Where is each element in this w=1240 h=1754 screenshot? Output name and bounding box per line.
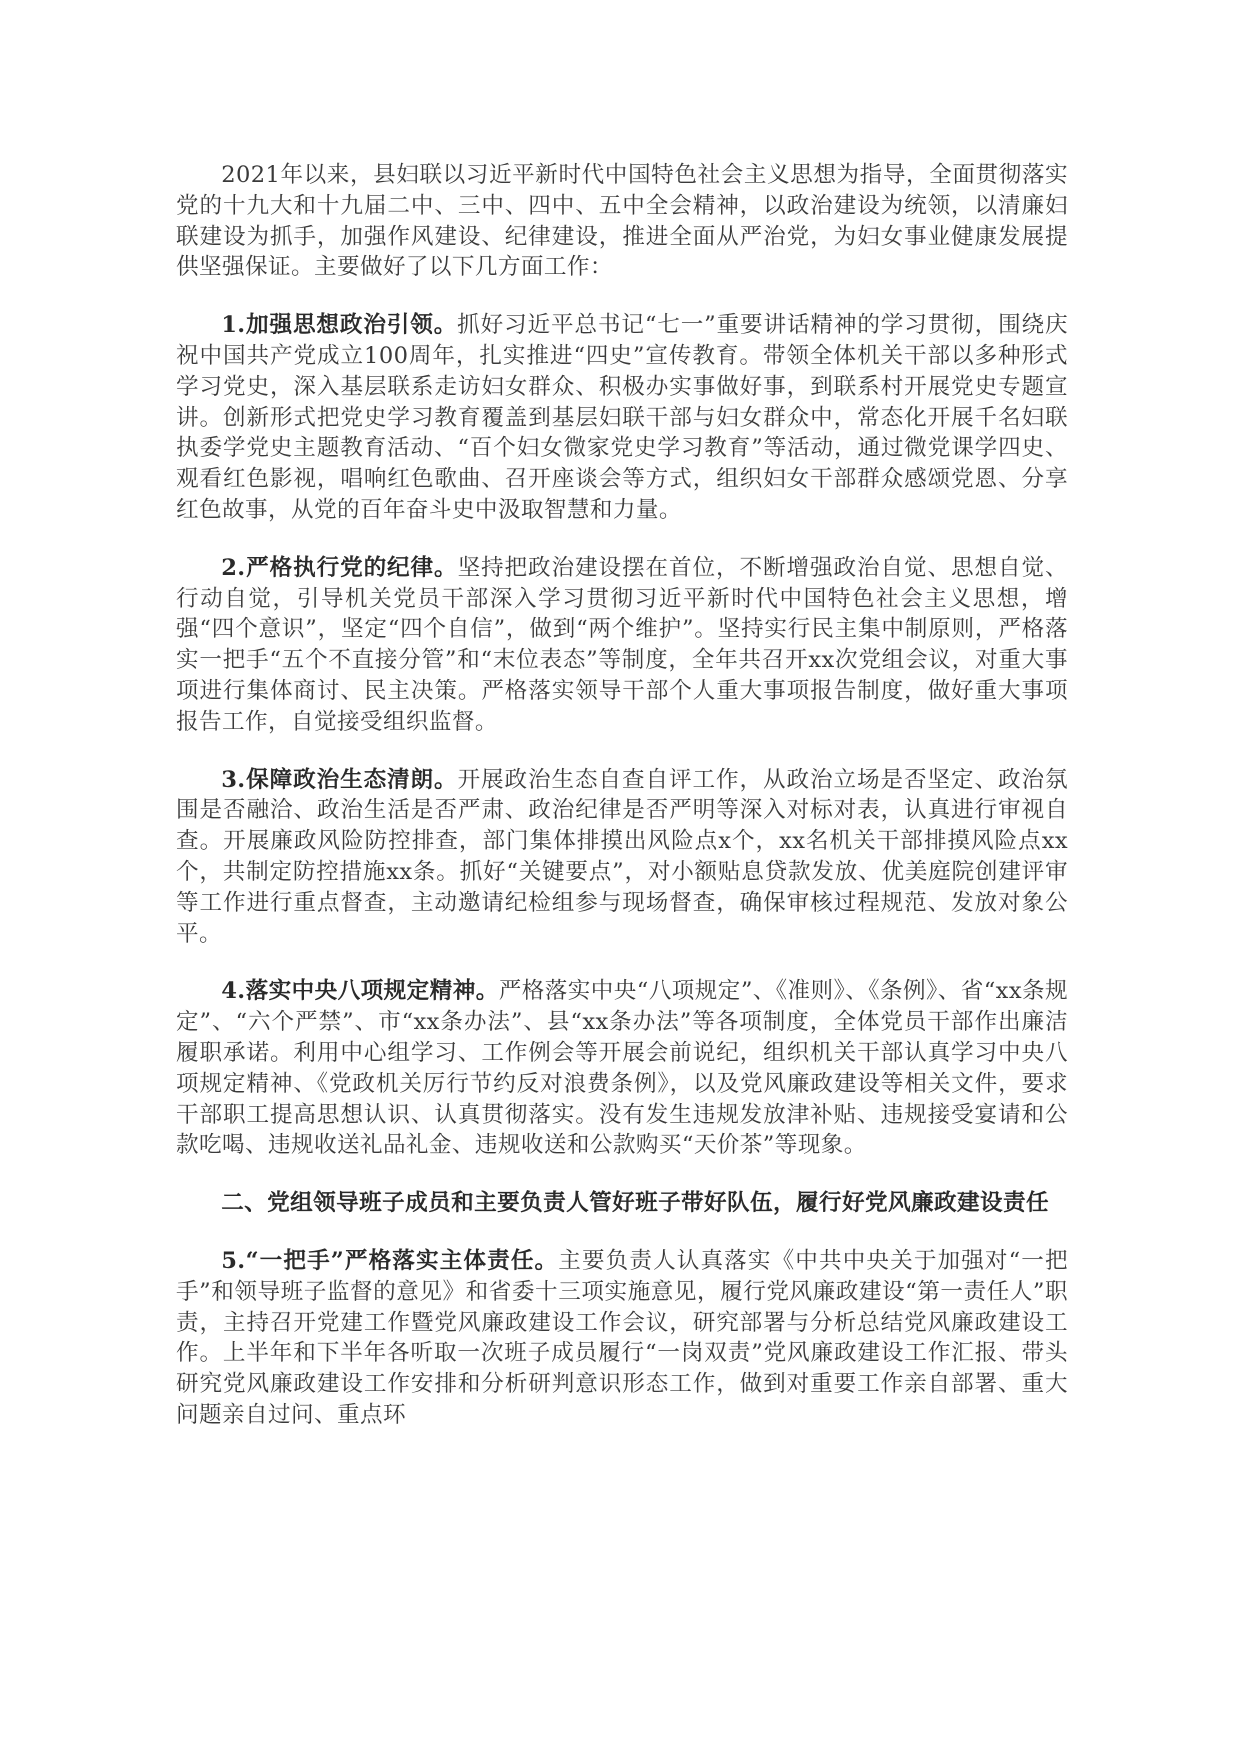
work-item-3 [176,765,1068,950]
work-item-5 [176,1246,1068,1431]
intro-paragraph: 2021年以来，县妇联以习近平新时代中国特色社会主义思想为指导，全面贯彻落实党的十九大和十九届二中、三中、四中、五中全会精神，以政治建设为统领，以清廉妇联建设为抓手，加强作风建设、纪律建设，推进全面从严治党，为妇女事业健康发展提供坚强保证。主要做好了以下几方面工作： [176,162,1068,281]
work-item-1-body: 抓好习近平总书记“七一”重要讲话精神的学习贯彻，围绕庆祝中国共产党成立100周年，扎实推进“四史”宣传教育。带领全体机关干部以多种形式学习党史，深入基层联系走访妇女群众、积极办实事做好事，到联系村开展党史专题宣讲。创新形式把党史学习教育覆盖到基层妇联干部与妇女群众中，常态化开展千名妇联执委学党史主题教育活动、“百个妇女微家党史学习教育”等活动，通过微党课学四史、观看红色影视，唱响红色歌曲、召开座谈会等方式，组织妇女干部群众感颂党恩、分享红色故事，从党的百年奋斗史中汲取智慧和力量。 [176,312,1068,523]
work-item-4 [176,976,1068,1161]
work-item-3-body: 开展政治生态自查自评工作，从政治立场是否坚定、政治氛围是否融洽、政治生活是否严肃、政治纪律是否严明等深入对标对表，认真进行审视自查。开展廉政风险防控排查，部门集体排摸出风险点x个，xx名机关干部排摸风险点xx个，共制定防控措施xx条。抓好“关键要点”，对小额贴息贷款发放、优美庭院创建评审等工作进行重点督查，主动邀请纪检组参与现场督查，确保审核过程规范、发放对象公平。 [176,766,1068,947]
work-item-2-heading: 2.严格执行党的纪律。 [221,554,458,581]
work-item-1 [176,310,1068,526]
work-item-2-body: 坚持把政治建设摆在首位，不断增强政治自觉、思想自觉、行动自觉，引导机关党员干部深入学习贯彻习近平新时代中国特色社会主义思想，增强“四个意识”，坚定“四个自信”，做到“两个维护”。坚持实行民主集中制原则，严格落实一把手“五个不直接分管”和“末位表态”等制度，全年共召开xx次党组会议，对重大事项进行集体商讨、民主决策。严格落实领导干部个人重大事项报告制度，做好重大事项报告工作，自觉接受组织监督。 [176,554,1068,735]
work-item-4-heading: 4.落实中央八项规定精神。 [221,978,499,1005]
work-item-5-body: 主要负责人认真落实《中共中央关于加强对“一把手”和领导班子监督的意见》和省委十三项实施意见，履行党风廉政建设“第一责任人”职责，主持召开党建工作暨党风廉政建设工作会议，研究部署与分析总结党风廉政建设工作。上半年和下半年各听取一次班子成员履行“一岗双责”党风廉政建设工作汇报、带头研究党风廉政建设工作安排和分析研判意识形态工作，做到对重要工作亲自部署、重大问题亲自过问、重点环 [176,1247,1068,1428]
work-item-5-heading: 5.“一把手”严格落实主体责任。 [221,1247,559,1274]
work-item-1-heading: 1.加强思想政治引领。 [221,312,458,339]
work-item-3-heading: 3.保障政治生态清朗。 [221,766,458,793]
work-item-4-body: 严格落实中央“八项规定”、《准则》、《条例》、省“xx条规定”、“六个严禁”、市“xx条办法”、县“xx条办法”等各项制度，全体党员干部作出廉洁履职承诺。利用中心组学习、工作例会等开展会前说纪，组织机关干部认真学习中央八项规定精神、《党政机关厉行节约反对浪费条例》，以及党风廉政建设等相关文件，要求干部职工提高思想认识、认真贯彻落实。没有发生违规发放津补贴、违规接受宴请和公款吃喝、违规收送礼品礼金、违规收送和公款购买“天价茶”等现象。 [176,978,1068,1159]
document-page [176,160,1068,1458]
section-two-heading: 二、党组领导班子成员和主要负责人管好班子带好队伍，履行好党风廉政建设责任 [221,1190,1049,1217]
work-item-2 [176,553,1068,738]
